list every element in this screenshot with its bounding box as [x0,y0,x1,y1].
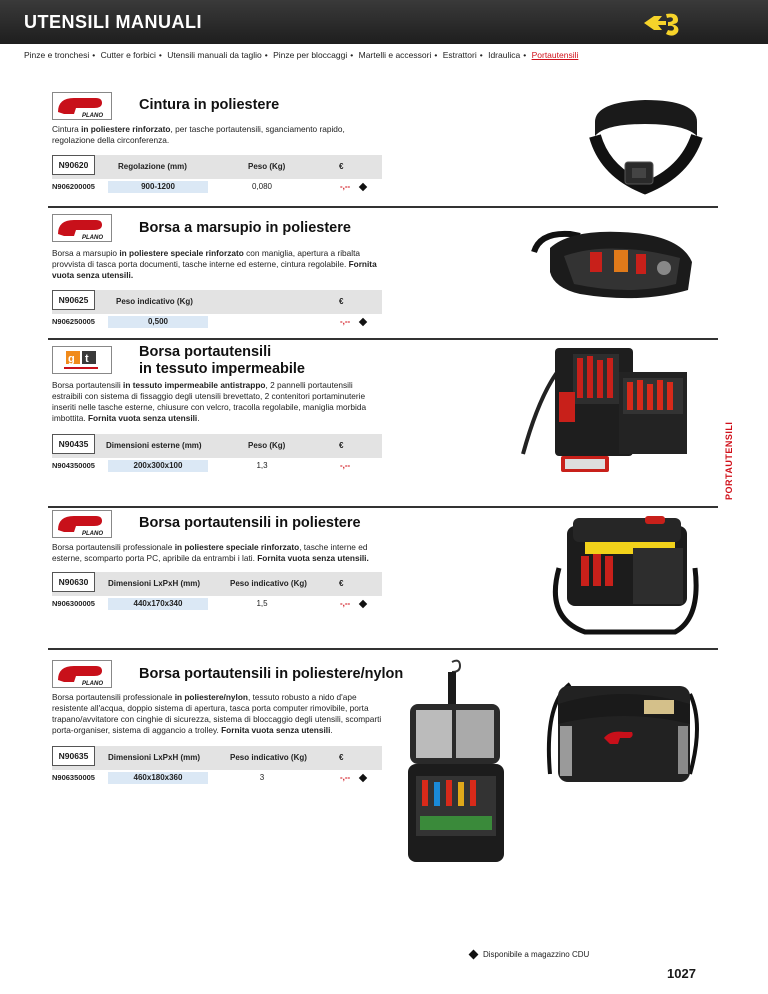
belt-image [585,92,705,207]
column-header: € [339,441,344,450]
product-code: N90635 [52,746,95,766]
tool-bag-image [545,508,705,638]
column-header: Dimensioni esterne (mm) [106,441,202,450]
breadcrumb-separator: • [350,50,354,60]
svg-text:PLANO: PLANO [82,681,103,687]
sku-code: N904350005 [52,461,95,470]
column-header: € [339,753,344,762]
plano-brand-logo [52,510,112,538]
table-cell: 460x180x360 [108,772,208,784]
page-number: 1027 [667,966,696,981]
product-description: Cintura in poliestere rinforzato, per tasche portautensili, sganciamento rapido, regolazione della circonferenza. [52,124,345,145]
sku-code: N906250005 [52,317,95,326]
table-cell: 440x170x340 [108,598,208,610]
price: -,-- [340,773,351,782]
section-divider [48,648,718,650]
product-description: Borsa portautensili professionale in poliestere/nylon, tessuto robusto a nido d'ape resistente all'acqua, doppio sistema di apertura, tasca porta computer rimovibile, porta trapano/avvitatore con cinghie di sicurezza, sistema di bloccaggio degli utensili, scomparti porta-organiser, sistema di aggancio a trolley. Fornita vuota senza utensili. [52,692,382,735]
footer-note [470,950,589,959]
breadcrumb-item[interactable]: Cutter e forbici [100,50,156,60]
table-header [52,434,382,458]
table-cell: 0,080 [251,182,273,191]
breadcrumb-item[interactable]: Estrattori [442,50,477,60]
product-description: Borsa a marsupio in poliestere speciale rinforzato con maniglia, apertura a ribalta provvista di tasca porta documenti, tasche interne ed esterne, cintura regolabile. Fornita vuota senza utensili. [52,248,377,280]
product-code: N90625 [52,290,95,310]
page-title: UTENSILI MANUALI [24,12,202,32]
tools-brand-logo-icon [640,8,684,38]
availability-diamond-icon [359,183,367,191]
product-table [52,746,382,784]
availability-diamond-icon [359,318,367,326]
sku-code: N906350005 [52,773,95,782]
breadcrumb-separator: • [479,50,483,60]
breadcrumb-item[interactable]: Utensili manuali da taglio [167,50,262,60]
plano-brand-logo [52,660,112,688]
price: -,-- [340,317,351,326]
product-title-line: in tessuto impermeabile [139,361,305,377]
svg-text:PLANO: PLANO [82,113,103,119]
table-cell: 3 [259,773,265,782]
breadcrumb-item[interactable]: Idraulica [488,50,521,60]
price: -,-- [340,182,351,191]
table-header [52,155,382,179]
sku-code: N906300005 [52,599,95,608]
product-code: N90620 [52,155,95,175]
column-header: Regolazione (mm) [118,162,187,171]
column-header: Peso indicativo (Kg) [230,753,307,762]
breadcrumb-separator: • [523,50,527,60]
column-header: € [339,162,344,171]
column-header: Peso indicativo (Kg) [116,297,193,306]
table-header [52,290,382,314]
waist-bag-image [530,212,698,312]
table-row [52,181,382,193]
table-header [52,746,382,770]
product-table [52,290,382,328]
breadcrumb-separator: • [434,50,438,60]
price: -,-- [340,461,351,470]
breadcrumb [24,50,578,60]
breadcrumb-separator: • [264,50,268,60]
table-cell: 0,500 [108,316,208,328]
header-bar [0,0,768,44]
tool-bag-image [540,664,708,794]
plano-brand-logo [52,214,112,242]
breadcrumb-item[interactable]: Pinze per bloccaggi [273,50,348,60]
table-cell: 200x300x100 [108,460,208,472]
product-table [52,155,382,193]
gt-brand-logo [52,346,112,374]
breadcrumb-item-active[interactable]: Portautensili [531,50,579,60]
product-code: N90435 [52,434,95,454]
breadcrumb-item[interactable]: Pinze e tronchesi [24,50,90,60]
column-header: € [339,297,344,306]
product-title [139,344,305,378]
breadcrumb-item[interactable]: Martelli e accessori [358,50,432,60]
product-title-line: Borsa portautensili [139,344,272,360]
side-label-text: PORTAUTENSILI [724,421,734,500]
breadcrumb-separator: • [158,50,162,60]
table-row [52,772,382,784]
availability-diamond-icon [359,774,367,782]
product-description: Borsa portautensili in tessuto impermeabile antistrappo, 2 pannelli portautensili estraibili con sistema di fissaggio degli utensili brevettato, 2 contenitori portaminuterie inseriti nelle tasche esterne, chiusure con velcro, tracolla regolabile, maniglia morbida imbottita. Fornita vuota senza utensili. [52,380,367,423]
column-header: Peso (Kg) [248,162,286,171]
tool-bag-image [515,334,711,479]
product-title: Borsa a marsupio in poliestere [139,220,351,236]
table-cell: 1,5 [256,599,268,608]
product-title: Cintura in poliestere [139,97,280,113]
product-table [52,434,382,472]
column-header: Peso (Kg) [248,441,286,450]
product-table [52,572,382,610]
product-description: Borsa portautensili professionale in poliestere speciale rinforzato, tasche interne ed esterne, scomparto porta PC, apribile da entrambi i lati. Fornita vuota senza utensili. [52,542,369,563]
svg-text:PLANO: PLANO [82,235,103,241]
section-divider [48,206,718,208]
breadcrumb-separator: • [92,50,96,60]
product-code: N90630 [52,572,95,592]
product-title: Borsa portautensili in poliestere/nylon [139,666,404,682]
table-cell: 900-1200 [108,181,208,193]
footer-note-text: Disponibile a magazzino CDU [483,950,590,959]
svg-text:g: g [68,353,75,365]
column-header: Peso indicativo (Kg) [230,579,307,588]
availability-diamond-icon [359,600,367,608]
table-cell: 1,3 [256,461,268,470]
column-header: Dimensioni LxPxH (mm) [108,753,201,762]
side-section-label [722,421,740,500]
table-row [52,460,382,472]
product-title: Borsa portautensili in poliestere [139,515,361,531]
availability-diamond-icon [469,950,479,960]
plano-brand-logo [52,92,112,120]
price: -,-- [340,599,351,608]
hanging-organizer-image [400,658,512,870]
svg-text:PLANO: PLANO [82,531,103,537]
svg-text:t: t [85,353,89,365]
sku-code: N906200005 [52,182,95,191]
table-header [52,572,382,596]
table-row [52,316,382,328]
column-header: € [339,579,344,588]
table-row [52,598,382,610]
column-header: Dimensioni LxPxH (mm) [108,579,201,588]
